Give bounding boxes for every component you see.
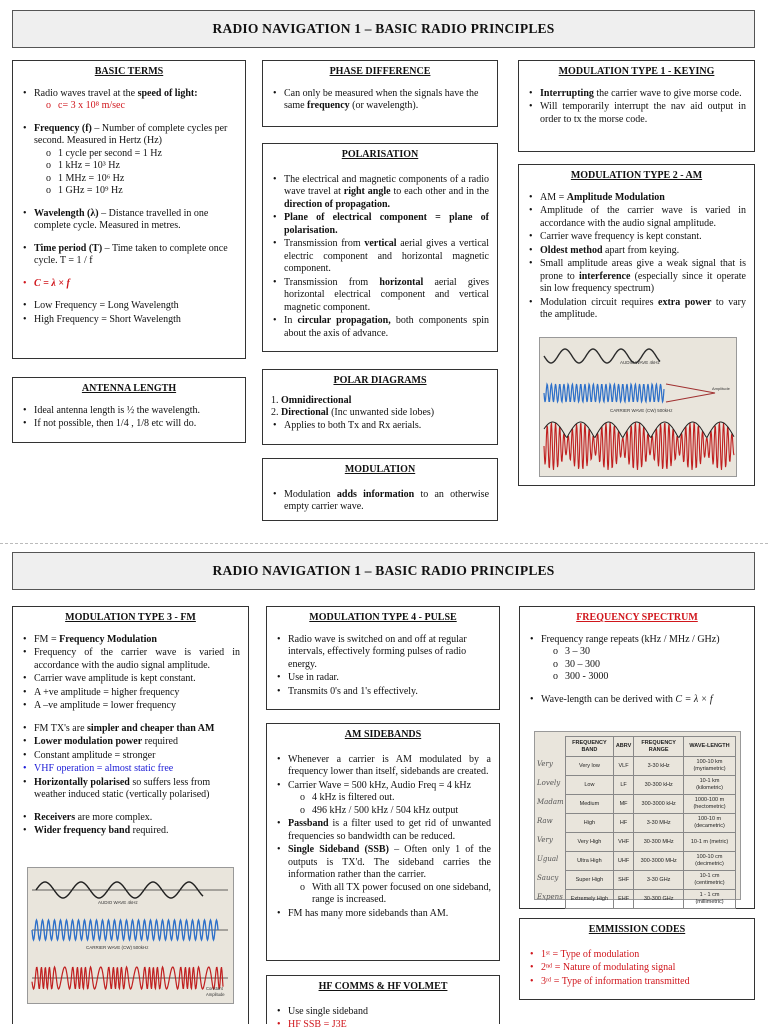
list-item: • HF SSB = J3E	[275, 1019, 491, 1032]
carrier-wave-label: CARRIER WAVE (CW) 500kHz	[610, 408, 673, 413]
constant-amplitude-label: Amplitude	[206, 992, 225, 997]
list-item: • Plane of electrical component = plane of polarisation.	[271, 212, 489, 237]
list-item: • Constant amplitude = stronger	[21, 750, 240, 763]
list-item: o With all TX power focused on one sideband, range is increased.	[300, 882, 491, 907]
amplitude-label: Amplitude	[712, 386, 730, 391]
table-cell: VHF	[613, 833, 634, 852]
table-cell: LF	[613, 776, 634, 795]
table-row	[566, 757, 736, 776]
table-cell: 3-30 kHz	[634, 757, 684, 776]
list-item: • 1ˢᵗ = Type of modulation	[528, 949, 746, 962]
table-cell: Very High	[566, 833, 614, 852]
section-heading: MODULATION	[344, 464, 416, 475]
fm-waveform-figure	[27, 867, 234, 1004]
basic-terms-panel	[12, 60, 246, 359]
table-cell: 30-300 GHz	[634, 890, 684, 909]
list-item: • Passband is a filter used to get rid of unwanted frequencies so bandwidth can be reduced.	[275, 818, 491, 843]
list-item: o 1 cycle per second = 1 Hz	[46, 148, 237, 161]
list-item: • Carrier Wave = 500 kHz, Audio Freq = 4 kHz o 4 kHz is filtered out. o 496 kHz / 500 kHz / 504 kHz output	[275, 780, 491, 818]
column-header: FREQUENCY RANGE	[634, 737, 684, 757]
table-cell: Ultra High	[566, 852, 614, 871]
list-item: • Transmission from horizontal aerial gives horizontal electrical component and vertical magnetic component.	[271, 277, 489, 315]
table-cell: Medium	[566, 795, 614, 814]
frequency-table	[565, 736, 736, 909]
table-cell: Low	[566, 776, 614, 795]
list-item: • Transmits 0's and 1's effectively.	[275, 686, 491, 699]
list-item: • In circular propagation, both components spin about the axis of advance.	[271, 315, 489, 340]
table-body	[566, 757, 736, 909]
hand-note: Very	[537, 836, 553, 844]
table-cell: 30-300 MHz	[634, 833, 684, 852]
audio-wave-label: AUDIO WAVE 4kHz	[98, 900, 138, 905]
hf-comms-panel	[266, 975, 500, 1030]
modulation-panel	[262, 458, 498, 521]
table-cell: SHF	[613, 871, 634, 890]
speed-value: o c= 3 x 10⁸ m/sec	[46, 100, 237, 113]
table-cell: 3-30 MHz	[634, 814, 684, 833]
section-heading: AM SIDEBANDS	[344, 729, 422, 740]
list-item: o 300 - 3000	[553, 671, 746, 684]
list-item: • Can only be measured when the signals have the same frequency (or wavelength).	[271, 88, 489, 113]
list-item: • Will temporarily interrupt the nav aid output in order to tx the morse code.	[527, 101, 746, 126]
list-item: o 4 kHz is filtered out.	[300, 792, 491, 805]
table-cell: 10-1 m (metric)	[684, 833, 736, 852]
column-header: FREQUENCY BAND	[566, 737, 614, 757]
list-item: o 30 – 300	[553, 659, 746, 672]
table-cell: 100-10 m (decametric)	[684, 814, 736, 833]
list-item: • Frequency (f) – Number of complete cycles per second. Measured in Hertz (Hz) o 1 cycle per second = 1 Hz o 1 kHz = 10³ Hz o 1 MHz = 10⁶ Hz o 1 GHz = 10⁹ Hz	[21, 123, 237, 198]
hand-note: Lovely	[537, 779, 561, 787]
list-item: o 1 GHz = 10⁹ Hz	[46, 185, 237, 198]
list-item: • Use in radar.	[275, 672, 491, 685]
list-item: • Frequency of the carrier wave is varied in accordance with the audio signal amplitude.	[21, 647, 240, 672]
hand-note: Expens	[537, 893, 563, 901]
frequency-spectrum-panel	[519, 606, 755, 909]
list-item: • A +ve amplitude = higher frequency	[21, 687, 240, 700]
table-cell: HF	[613, 814, 634, 833]
table-cell: Super High	[566, 871, 614, 890]
table-cell: 10-1 km (kilometric)	[684, 776, 736, 795]
table-cell: 10-1 cm (centimetric)	[684, 871, 736, 890]
list-item: • Single Sideband (SSB) – Often only 1 of the outputs is TX'd. The sideband carries the information rather than the carrier. o With all TX power focused on one sideband, range is increased.	[275, 844, 491, 907]
list-item: • Wavelength (λ) – Distance travelled in one complete cycle. Measured in metres.	[21, 208, 237, 233]
table-row	[566, 852, 736, 871]
polar-diagrams-panel	[262, 369, 498, 445]
list-item: • AM = Amplitude Modulation	[527, 192, 746, 205]
list-item: • The electrical and magnetic components of a radio wave travel at right angle to each other and in the direction of propagation.	[271, 174, 489, 212]
am-sidebands-panel	[266, 723, 500, 961]
formula: • C = λ × f	[21, 278, 237, 291]
list-item: o 3 – 30	[553, 646, 746, 659]
table-row	[566, 871, 736, 890]
table-cell: EHF	[613, 890, 634, 909]
page-title: RADIO NAVIGATION 1 – BASIC RADIO PRINCIPLES	[12, 552, 755, 590]
list-item: • 3ʳᵈ = Type of information transmitted	[528, 976, 746, 989]
table-cell: 300-3000 kHz	[634, 795, 684, 814]
list-item: • VHF operation = almost static free	[21, 763, 240, 776]
section-heading: MODULATION TYPE 1 - KEYING	[558, 66, 715, 77]
polar-item-2: 2. Directional (Inc unwanted side lobes)	[271, 407, 435, 418]
fm-panel	[12, 606, 249, 1024]
list-item: • A –ve amplitude = lower frequency	[21, 700, 240, 713]
page-divider	[0, 543, 768, 544]
list-item: • Time period (T) – Time taken to complete once cycle. T = 1 / f	[21, 243, 237, 268]
list-item: • Whenever a carrier is AM modulated by a frequency lower than itself, sidebands are created.	[275, 754, 491, 779]
section-heading: MODULATION TYPE 4 - PULSE	[309, 612, 457, 623]
list-item: • 2ⁿᵈ = Nature of modulating signal	[528, 962, 746, 975]
list-item: • Frequency range repeats (kHz / MHz / GHz) o 3 – 30 o 30 – 300 o 300 - 3000	[528, 634, 746, 684]
section-heading: FREQUENCY SPECTRUM	[576, 612, 698, 623]
list-item: • Carrier wave amplitude is kept constant.	[21, 673, 240, 686]
table-cell: VLF	[613, 757, 634, 776]
list-item: • Lower modulation power required	[21, 736, 240, 749]
table-cell: Extremely High	[566, 890, 614, 909]
list-item: o 496 kHz / 500 kHz / 504 kHz output	[300, 805, 491, 818]
list-item: • Ideal antenna length is ½ the wavelength.	[21, 405, 237, 418]
table-row	[566, 814, 736, 833]
list-item: • FM = Frequency Modulation	[21, 634, 240, 647]
table-row	[566, 890, 736, 909]
list-item: • Wave-length can be derived with C = λ × f	[528, 694, 746, 707]
column-header: ABRV	[613, 737, 634, 757]
list-item: o 1 kHz = 10³ Hz	[46, 160, 237, 173]
section-heading: POLAR DIAGRAMS	[333, 375, 427, 386]
list-item: • Transmission from vertical aerial gives a vertical electric component and horizontal magnetic component.	[271, 238, 489, 276]
phase-difference-panel	[262, 60, 498, 127]
hand-note: Very	[537, 760, 553, 768]
am-waveform-svg	[540, 338, 738, 478]
section-heading: ANTENNA LENGTH	[81, 383, 177, 394]
table-row	[566, 795, 736, 814]
audio-wave-label: AUDIO WAVE 4kHz	[620, 360, 660, 365]
carrier-wave-label: CARRIER WAVE (CW) 500kHz	[86, 945, 149, 950]
table-cell: 1000-100 m (hectometric)	[684, 795, 736, 814]
section-heading: PHASE DIFFERENCE	[329, 66, 431, 77]
modulated-wave	[544, 423, 734, 470]
table-cell: 100-10 cm (decimetric)	[684, 852, 736, 871]
table-row	[566, 833, 736, 852]
table-cell: 300-3000 MHz	[634, 852, 684, 871]
am-panel	[518, 164, 755, 486]
table-cell: High	[566, 814, 614, 833]
modulation-arrow	[666, 384, 715, 402]
hand-note: Madam	[537, 798, 564, 806]
list-item: • Low Frequency = Long Wavelength	[21, 300, 237, 313]
hand-note: Raw	[537, 817, 553, 825]
hand-note: Ugual	[537, 855, 559, 863]
antenna-length-panel	[12, 377, 246, 443]
constant-amplitude-label: Constant	[206, 986, 223, 991]
list-item: • Horizontally polarised so suffers less from weather induced static (vertically polarised)	[21, 777, 240, 802]
list-item: • Oldest method apart from keying.	[527, 245, 746, 258]
emission-codes-panel	[519, 918, 755, 1000]
table-cell: 30-300 kHz	[634, 776, 684, 795]
list-item: • Receivers are more complex.	[21, 812, 240, 825]
list-item: • Small amplitude areas give a weak signal that is prone to interference (especially since it operate sin low frequency spectrum)	[527, 258, 746, 296]
table-row	[566, 776, 736, 795]
hand-note: Saucy	[537, 874, 559, 882]
page-title: RADIO NAVIGATION 1 – BASIC RADIO PRINCIPLES	[12, 10, 755, 48]
list-item: • Radio wave is switched on and off at regular intervals, effectively forming pulses of radio energy.	[275, 634, 491, 672]
list-item: • FM TX's are simpler and cheaper than AM	[21, 723, 240, 736]
list-item: • Amplitude of the carrier wave is varied in accordance with the audio signal amplitude.	[527, 205, 746, 230]
pulse-panel	[266, 606, 500, 710]
polar-item-1: 1. Omnidirectional	[271, 394, 352, 406]
section-heading: MODULATION TYPE 3 - FM	[65, 612, 196, 623]
list-item: • Applies to both Tx and Rx aerials.	[271, 420, 489, 433]
list-item: • Use single sideband	[275, 1006, 491, 1019]
table-cell: MF	[613, 795, 634, 814]
list-item: • FM has many more sidebands than AM.	[275, 908, 491, 921]
list-item: • Radio waves travel at the speed of light: o c= 3 x 10⁸ m/sec	[21, 88, 237, 113]
table-cell: 1 - 1 cm (millimetric)	[684, 890, 736, 909]
table-cell: 100-10 km (myriametric)	[684, 757, 736, 776]
frequency-table-photo	[534, 731, 741, 905]
list-item: • Carrier wave frequency is kept constant.	[527, 231, 746, 244]
section-heading: BASIC TERMS	[94, 66, 164, 77]
table-cell: Very low	[566, 757, 614, 776]
list-item: • High Frequency = Short Wavelength	[21, 314, 237, 327]
handwritten-notes	[537, 760, 565, 912]
table-cell: UHF	[613, 852, 634, 871]
fm-waveform-svg	[28, 868, 235, 1005]
column-header: WAVE-LENGTH	[684, 737, 736, 757]
am-waveform-figure	[539, 337, 737, 477]
section-heading: POLARISATION	[341, 149, 419, 160]
list-item: • Modulation circuit requires extra power to vary the amplitude.	[527, 297, 746, 322]
list-item: • If not possible, then 1/4 , 1/8 etc will do.	[21, 418, 237, 431]
section-heading: MODULATION TYPE 2 - AM	[570, 170, 703, 181]
table-header-row	[566, 737, 736, 757]
list-item: o 1 MHz = 10⁶ Hz	[46, 173, 237, 186]
list-item: • Modulation adds information to an otherwise empty carrier wave.	[271, 489, 489, 514]
polarisation-panel	[262, 143, 498, 352]
list-item: • Interrupting the carrier wave to give morse code.	[527, 88, 746, 101]
list-item: • Wider frequency band required.	[21, 825, 240, 838]
section-heading: EMMISSION CODES	[588, 924, 686, 935]
section-heading: HF COMMS & HF VOLMET	[318, 981, 448, 992]
table-cell: 3-30 GHz	[634, 871, 684, 890]
keying-panel	[518, 60, 755, 152]
carrier-wave	[544, 384, 664, 402]
